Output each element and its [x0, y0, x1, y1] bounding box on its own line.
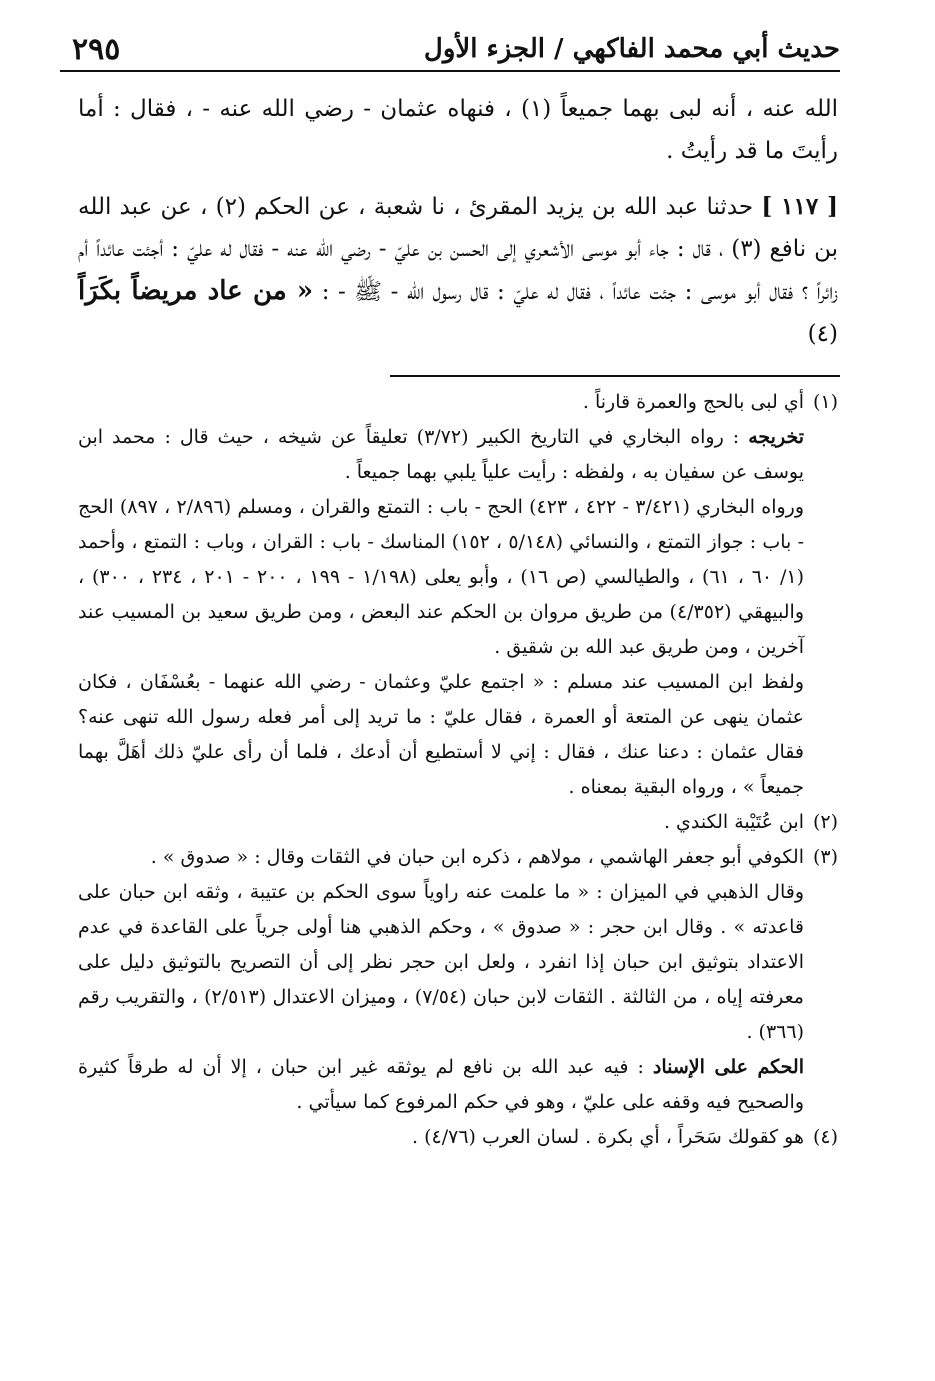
hadith-paragraph	[78, 186, 838, 355]
footnote-number: (١)	[812, 391, 838, 413]
takhrij-label: تخريجه	[748, 426, 804, 448]
page-header	[60, 30, 840, 72]
paragraph-text: الله عنه ، أنه لبى بهما جميعاً (١) ، فنهاه عثمان - رضي الله عنه - ، فقال : أما رأيتَ ما قد رأيتُ .	[78, 96, 838, 164]
takhrij-text: : رواه البخاري في التاريخ الكبير (٣/٧٢) تعليقاً عن شيخه ، حيث قال : محمد ابن يوسف عن سفيان به ، ولفظه : رأيت علياً يلبي بهما جميعاً .	[78, 426, 804, 483]
footnote-2	[78, 805, 838, 840]
footnote-separator	[390, 375, 840, 377]
hadith-text: حدثنا عبد الله بن يزيد المقرئ ، نا شعبة ، عن الحكم (٢) ، عن عبد الله بن نافع (٣) ، قال : جاء أبو موسى الأشعري إلى الحسن بن عليّ - رضي الله عنه - فقال له عليّ : أجئت عائداً أم زائراً ؟ فقال أبو موسى : جئت عائداً ، فقال له عليّ : قال رسول الله - ﷺ - :	[78, 194, 838, 305]
footnote-text: هو كقولك سَحَراً ، أي بكرة . لسان العرب (٤/٧٦) .	[412, 1126, 804, 1148]
footnote-1	[78, 385, 838, 805]
hukm-label: الحكم على الإسناد	[652, 1056, 804, 1078]
footnote-text: أي لبى بالحج والعمرة قارناً .	[582, 391, 804, 413]
hadith-quote: « من عاد مريضاً بكَرَاً	[78, 276, 314, 306]
footnotes	[78, 385, 838, 1155]
hukm-paragraph	[78, 1050, 804, 1120]
footnote-number: (٣)	[812, 846, 838, 868]
page-number: ٢٩٥	[72, 32, 121, 67]
hadith-number: [ ١١٧ ]	[761, 193, 838, 220]
footnote-number: (٤)	[812, 1126, 838, 1148]
hukm-text: : فيه عبد الله بن نافع لم يوثقه غير ابن حبان ، إلا أن له طرقاً كثيرة والصحيح فيه وقفه على عليّ ، وهو في حكم المرفوع كما سيأتي .	[78, 1056, 804, 1113]
footnote-text: ابن عُتَيْبة الكندي .	[663, 811, 804, 833]
footnote-paragraph: ولفظ ابن المسيب عند مسلم : « اجتمع عليّ وعثمان - رضي الله عنهما - بعُسْفَان ، فكان عثمان ينهى عن المتعة أو العمرة ، فقال عليّ : ما تريد إلى أمر فعله رسول الله تنهى عنه؟ فقال عثمان : دعنا عنك ، فقال : إني لا أستطيع أن أدعك ، فلما أن رأى عليّ ذلك أهَلَّ بهما جميعاً » ، ورواه البقية بمعناه .	[78, 671, 804, 798]
footnote-4	[78, 1120, 838, 1155]
footnote-text: الكوفي أبو جعفر الهاشمي ، مولاهم ، ذكره ابن حبان في الثقات وقال : « صدوق » .	[150, 846, 804, 868]
footnote-paragraph: وقال الذهبي في الميزان : « ما علمت عنه راوياً سوى الحكم بن عتيبة ، وثقه ابن حبان على قاعدته » . وقال ابن حجر : « صدوق » ، وحكم الذهبي هنا أولى جرياً على القاعدة في عدم الاعتداد بتوثيق ابن حبان إذا انفرد ، ولعل ابن حجر نظر إلى أن التصريح بالتوثيق دليل على معرفته إياه ، من الثالثة . الثقات لابن حبان (٧/٥٤) ، وميزان الاعتدال (٢/٥١٣) ، والتقريب رقم (٣٦٦) .	[78, 881, 804, 1043]
footnote-paragraph: ورواه البخاري (٣/٤٢١ - ٤٢٢ ، ٤٢٣) الحج - باب : التمتع والقران ، ومسلم (٢/٨٩٦ ، ٨٩٧) الحج - باب : جواز التمتع ، والنسائي (٥/١٤٨ ، ١٥٢) المناسك - باب : القران ، وباب : التمتع ، وأحمد (١/ ٦٠ ، ٦١) ، والطيالسي (ص ١٦) ، وأبو يعلى (١/١٩٨ - ١٩٩ ، ٢٠٠ - ٢٠١ ، ٢٣٤ ، ٣٠٠) ، والبيهقي (٤/٣٥٢) من طريق مروان بن الحكم عند البعض ، ومن طريق سعيد بن المسيب عند آخرين ، ومن طريق عبد الله بن شقيق .	[78, 496, 805, 658]
footnote-3	[78, 840, 838, 1120]
footnote-number: (٢)	[812, 811, 838, 833]
paragraph-continuation	[78, 88, 838, 172]
main-text	[78, 88, 838, 355]
takhrij-paragraph	[78, 420, 804, 490]
running-title: حديث أبي محمد الفاكهي / الجزء الأول	[423, 34, 840, 64]
hadith-footnote-marker: (٤)	[807, 321, 838, 347]
